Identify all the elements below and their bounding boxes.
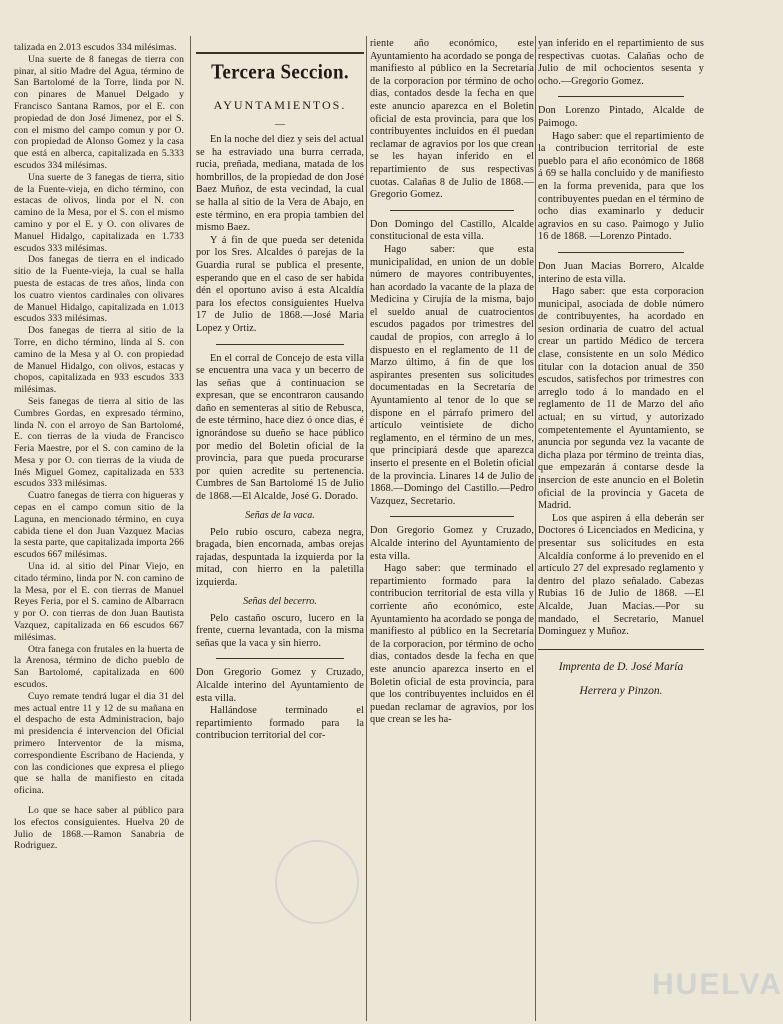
paragraph: riente año económico, este Ayuntamiento ha acordado se ponga de manifiesto al público en la Secretaría de la corporacion por término de ocho dias, contados desde la fecha en que este anuncio aparezca en el Boletin oficial de esta provincia, para que los contribuyentes incluidos en él puedan reclamar de agravios por los que crean se les hayan inferido en el repartimiento de sus respectivas cuotas. Calañas 8 de Julio de 1868.—Gregorio Gomez. [370,38,534,201]
divider [390,516,514,517]
paragraph: Y á fin de que pueda ser detenida por los Sres. Alcaldes ó parejas de la Guardia rural se publica el presente, esperando que en el caso de ser habida dén el oportuno aviso á esta Alcaldía para los efectos consiguientes Huelva 17 de Julio de 1868.—José Maria Lopez y Ortiz. [196,234,364,334]
paragraph: Pelo castaño oscuro, lucero en la frente, cuerna levantada, con la misma señas que la vaca y sin hierro. [196,612,364,649]
paragraph: Don Domingo del Castillo, Alcalde constitucional de esta villa. [370,218,534,243]
column-rule [535,36,536,1021]
column-rule [190,36,191,1021]
paragraph: Seis fanegas de tierra al sitio de las Cumbres Gordas, en expresado término, linda N. con el arroyo de San Bartolomé, E. con tierras de la viuda de Francisco Feria Maestre, por el S. con camino de la Mesa y por O. con tierras de la viuda de Inés Miguel Gomez, capitalizada en 533 escudos 333 milésimas. [14,395,184,490]
paragraph: Hago saber: que terminado el repartimiento formado para la contribucion territorial de esta villa y corriente año económico, este Ayuntamiento ha acordado se ponga de manifiesto al público en la Secretaría de la corporacion, por término de ocho dias, contados desde la fecha en que este anuncio aparezca inserto en el Boletin oficial de esta provincia, para que los contribuyentes incluidos en él puedan reclamar de agravios, por los que crean se les ha- [370,563,534,726]
paragraph: Don Juan Macias Borrero, Alcalde interino de esta villa. [538,260,704,285]
column-rule [366,36,367,1021]
column-4 [538,0,704,1024]
paragraph: Hallándose terminado el repartimiento formado para la contribucion territorial del cor- [196,705,364,742]
paragraph: talizada en 2.013 escudos 334 milésimas. [14,42,177,53]
divider [558,252,684,253]
paragraph: Hago saber: que esta corporacion municipal, asociada de doble número de contribuyentes, ha acordado en sesion ordinaria de cuatro del actual crear un partido Médico de tercera clase, consistente en un solo Médico titular con la dotacion anual de 350 escudos, satisfechos por trimestres con arreglo todo á lo mandado en el reglamento de 11 de Marzo del año actual; en su virtud, y autorizado competentemente el Ayuntamiento, se anuncia por segunda vez la vacante de dicha plaza por término de treinta dias, que empezarán á contarse desde la insercion de este anuncio en el Boletin oficial de la provincia y Gaceta de Madrid. [538,286,704,512]
divider [196,52,364,54]
printer-imprint: Herrera y Pinzon. [579,684,663,697]
paragraph: Pelo rubio oscuro, cabeza negra, bragada, bien encornada, ambas orejas rajadas, despuntada la izquierda por la mitad, con hierro en la paletilla izquierda. [196,526,364,588]
section-title: Tercera Seccion. [211,60,349,84]
paragraph: Hago saber: que el repartimiento de la contribucion territorial de este pueblo para el año económico de 1868 á 69 se halla concluido y de manifiesto en la forma prevenida, para que los contribuyentes puedan en el término de ocho dias examinarlo y deducir agravios en su caso. Paimogo y Julio 16 de 1868. —Lorenzo Pintado. [538,130,704,243]
paragraph: Dos fanegas de tierra en el indicado sitio de la Fuente-vieja, la cual se halla puesta de estacas de tres años, linda con los cuatro vientos cardinales con olivares de Manuel Hidalgo, capitalizada en 1.013 escudos 333 milésimas. [14,254,184,325]
paragraph: Don Gregorio Gomez y Cruzado, Alcalde interino del Ayuntamiento de esta villa. [196,667,364,704]
paragraph: Lo que se hace saber al público para los efectos consiguientes. Huelva 20 de Julio de 1868.—Ramon Sanabria de Rodriguez. [14,805,184,852]
watermark-stamp: HUELVA [652,968,783,1001]
divider [216,344,344,345]
paragraph: Los que aspiren á ella deberán ser Doctores ó Licenciados en Medicina, y presentar sus solicitudes en esta Alcaldía conforme á lo prevenido en el artículo 27 del expresado reglamento y dentro del plazo señalado. Cabezas Rubias 16 de Julio de 1868. —El Alcalde, Juan Macias.—Por su mandado, el Secretario, Manuel Dominguez y Muñoz. [538,512,704,638]
paragraph: Hago saber: que esta municipalidad, en union de un doble número de mayores contribuyentes, han acordado la vacante de la plaza de Medicina y Cirujía de la misma, bajo el sueldo anual de cuatrocientos escudos pagados por trimestres del caudal de propios, con arreglo á lo dispuesto en el reglamento de 11 de Marzo último, á fin de que los aspirantes presenten sus solicitudes documentadas en la Secretaría de Ayuntamiento al tenor de lo que se dispone en el párrafo primero del artículo veintisiete de dicho reglamento, en el término de un mes, que principiará desde que aparezca inserto el presente en el Boletin oficial de la provincia. Linares 14 de Julio de 1868.—Domingo del Castillo.—Pedro Vazquez, Secretario. [370,243,534,507]
paragraph: Cuatro fanegas de tierra con higueras y cepas en el campo comun sitio de la Laguna, en mencionado término, en cuya cabida tiene el don Juan Vazquez Macias la sesta parte, que capitalizada importa 266 escudos 667 milésimas. [14,490,184,561]
paragraph: Cuyo remate tendrá lugar el dia 31 del mes actual entre 11 y 12 de su mañana en el despacho de esta Administracion, bajo mi presidencia é intervencion del Oficial primero Interventor de la misma, correspondiente Escribano de Hacienda, y con las condiciones que expresa el pliego que se halla de manifiesto en citada oficina. [14,690,184,797]
paragraph: Dos fanegas de tierra al sitio de la Torre, en dicho término, linda al S. con camino de la Mesa y al O. con propiedad de Manuel Hidalgo, con olivos, estacas y chopos, capitalizada en 933 escudos 333 milésimas. [14,325,184,396]
section-subtitle: AYUNTAMIENTOS. [213,98,347,112]
divider [216,658,344,659]
divider [390,210,514,211]
paragraph: Don Gregorio Gomez y Cruzado, Alcalde interino del Ayuntamiento de esta villa. [370,525,534,562]
divider [538,649,704,650]
printer-imprint: Imprenta de D. José María [558,660,684,673]
caption: Señas de la vaca. [245,509,315,521]
paragraph: yan inferido en el repartimiento de sus respectivas cuotas. Calañas ocho de Julio de mil ochocientos sesenta y ocho.—Gregorio Gomez. [538,38,704,87]
paragraph: Otra fanega con frutales en la huerta de la Arenosa, término de dicho pueblo de San Bartolomé, capitalizada en 600 escudos. [14,643,184,691]
paragraph: Una suerte de 3 fanegas de tierra, sitio de la Fuente-vieja, en dicho término, con estacas de olivos, linda por el N. con camino de la Mesa, por el S. con el mismo camino y por el E. y O. con olivares de Manuel Hidalgo, capitalizada en 1.733 escudos 333 milésimas. [14,171,184,254]
column-3 [370,0,534,1024]
column-2 [196,0,364,1024]
paragraph: Una id. al sitio del Pinar Viejo, en citado término, linda por N. con camino de la Mesa, por el E. con tierras de Manuel Reyes Feria, por el S. camino de Albarracn y por O. con tierras de don Juan Bautista Vazquez, capitalizada en 66 escudos 667 milésimas. [14,561,184,643]
subtitle-dash: — [275,119,285,130]
paragraph: Don Lorenzo Pintado, Alcalde de Paimogo. [538,105,704,129]
paragraph: Una suerte de 8 fanegas de tierra con pinar, al sitio Madre del Agua, término de San Bartolomé de la Torre, linda por N. con pinares de Manuel Delgado y Francisco Santana Ramos, por el E. con propiedad de don José Jimenez, por el S. con el mismo del campo comun y por O. con propiedad de Alonso Gomez y la casa que está en alberca, capitalizada en 5.333 escudos 334 milésimas. [14,53,184,171]
paragraph: En la noche del diez y seis del actual se ha estraviado una burra cerrada, rucia, preñada, mediana, matada de los hombrillos, de la propiedad de don José Baez Muñoz, de esta vecindad, la cual se halla al sitio de la Vera de Abajo, en este término, en era propia tambien del mismo Baez. [196,134,364,234]
caption: Señas del becerro. [243,595,317,607]
divider [558,96,684,97]
paragraph: En el corral de Concejo de esta villa se encuentra una vaca y un becerro de las señas que á continuacion se expresan, que se encontraron causando daño en sementeras al sitio de Rebusca, de este término, hace diez ó once dias, é ignorándose su dueño se hace público por medio del Boletin oficial de la provincia, para que pueda procurarse por quien acredite su pertenencia. Cumbres de San Bartolomé 15 de Julio de 1868.—El Alcalde, José G. Dorado. [196,352,364,503]
column-1 [14,0,184,1024]
